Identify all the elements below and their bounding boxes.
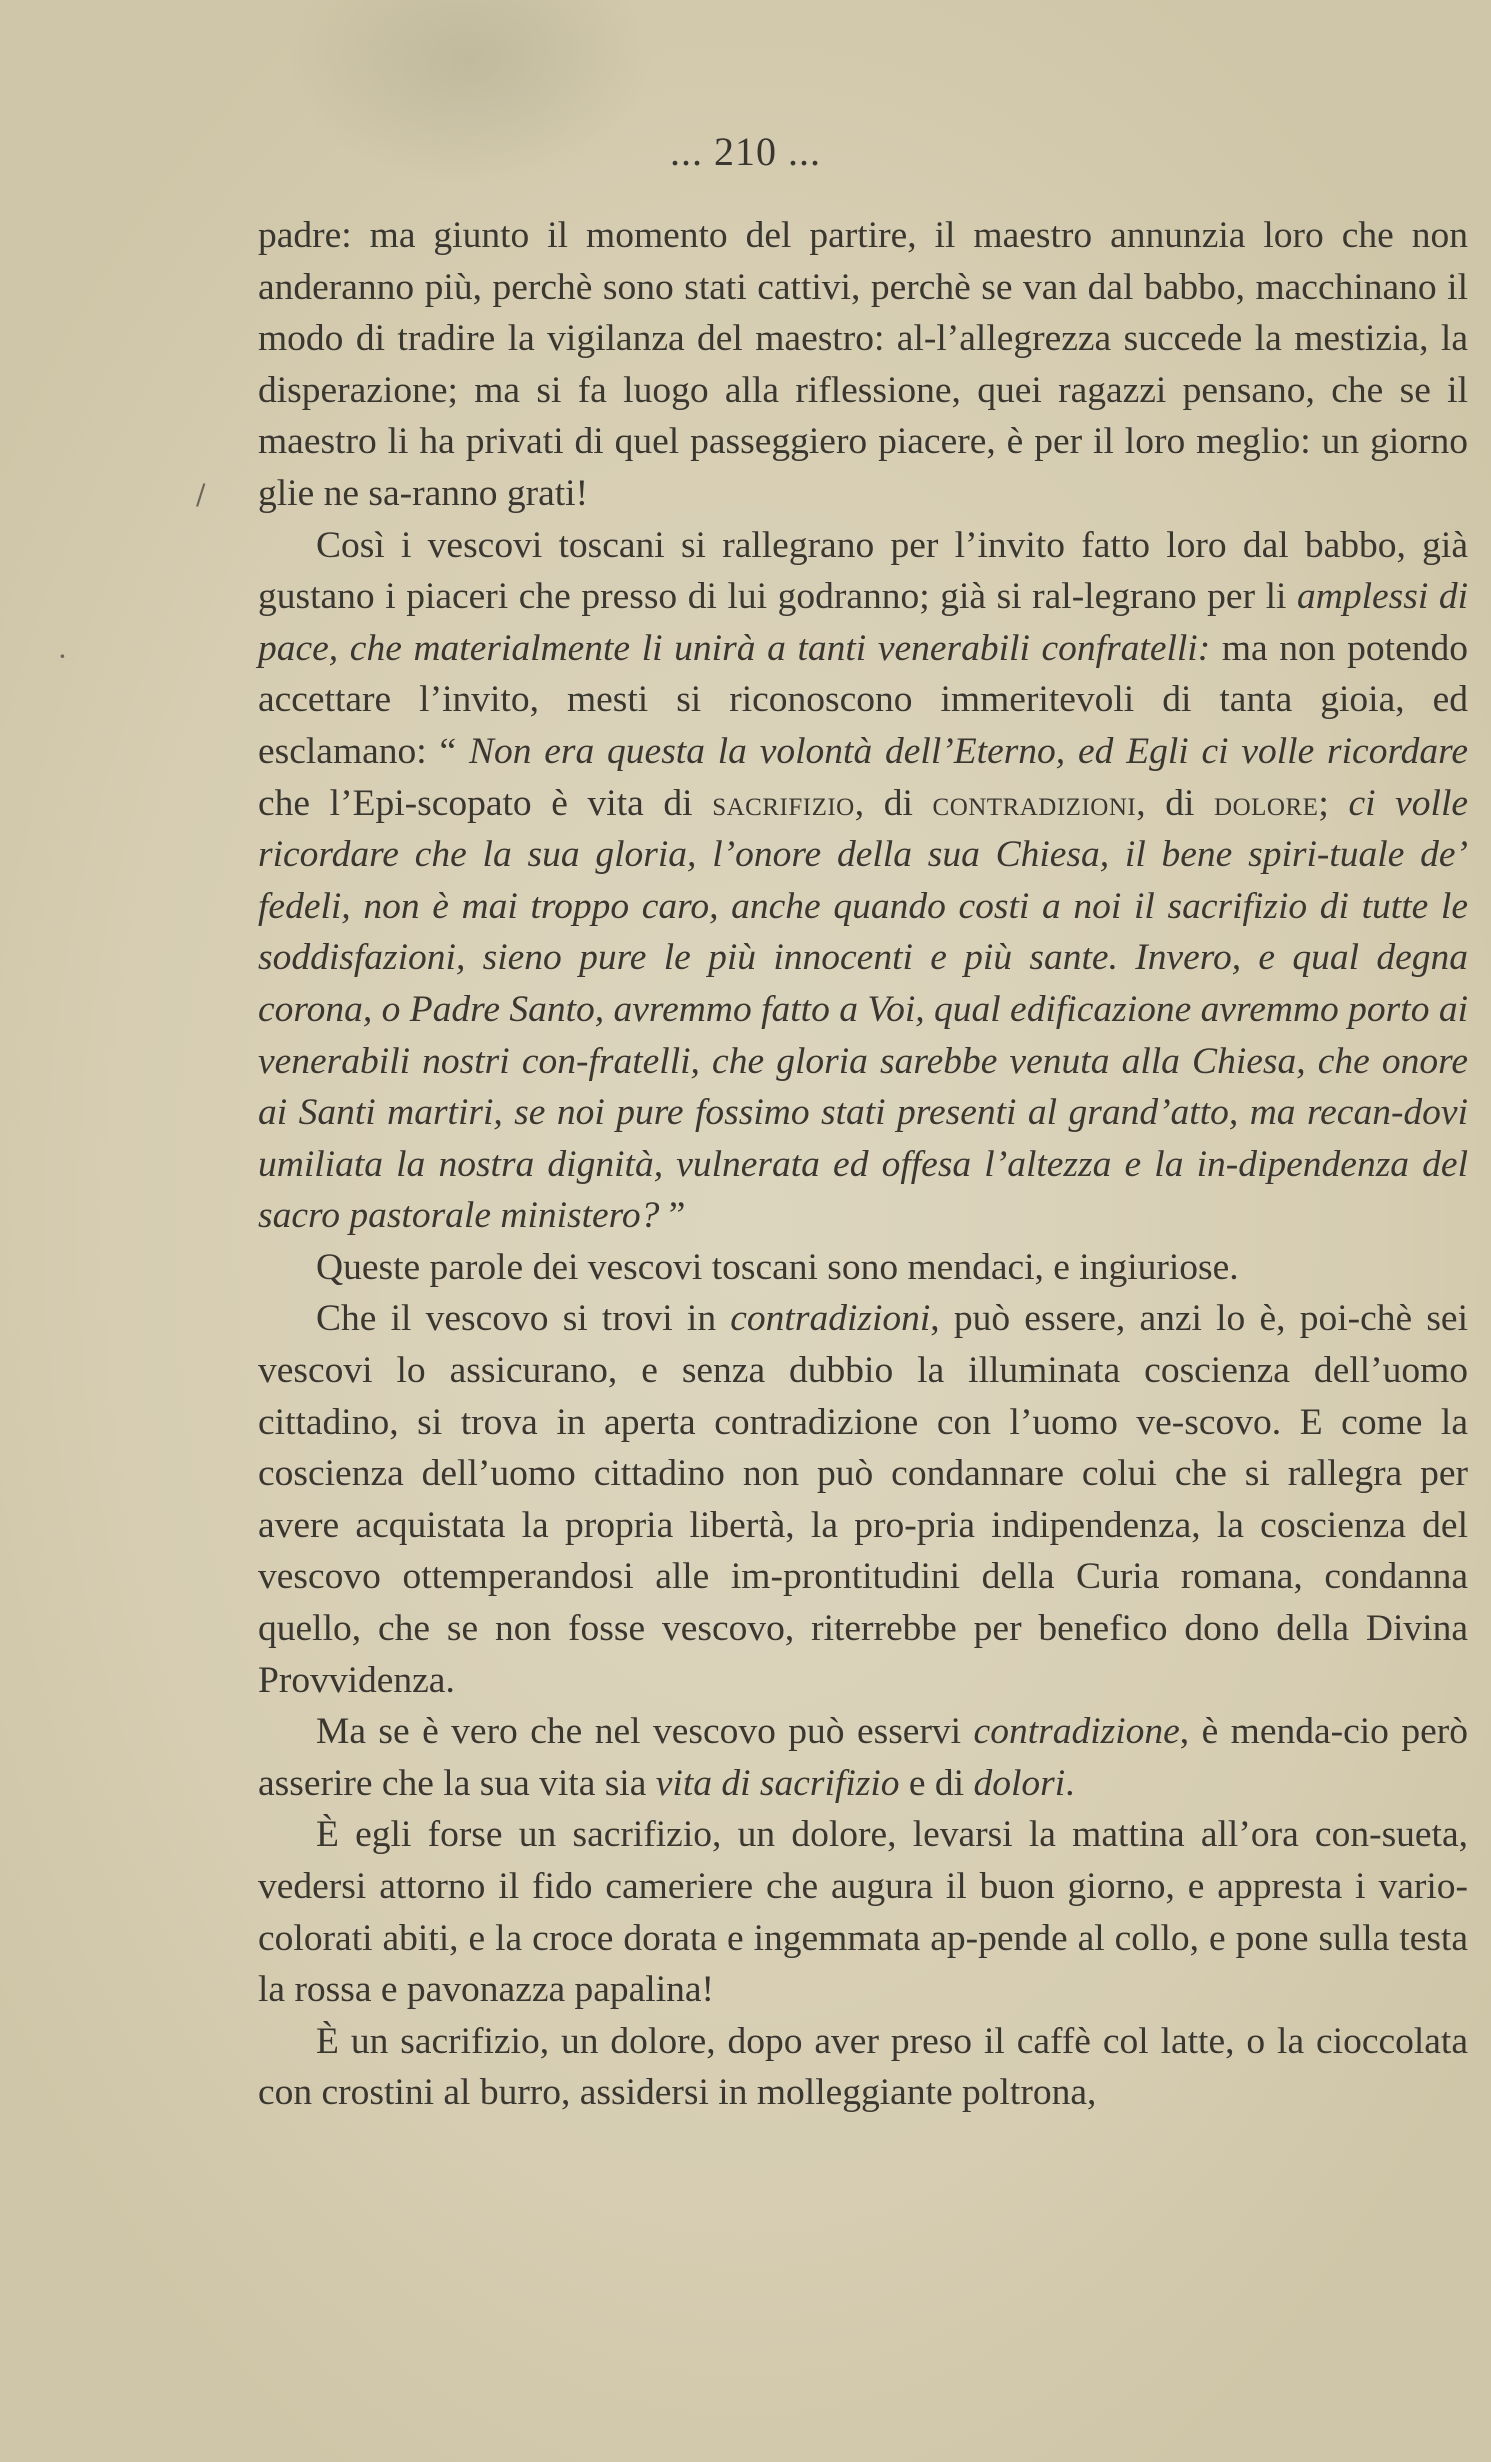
paragraph-1-text: padre: ma giunto il momento del partire, il maestro annunzia loro che non anderanno più, perchè sono stati cattivi, perchè se van dal babbo, macchinano il modo di tradire la vigilanza del maestro: al-l’allegrezza succede la mestizia, la disperazione; ma si fa luogo alla riflessione, quei ragazzi pensano, che se il maestro li ha privati di quel passeggiero piacere, è per il loro meglio: un giorno glie ne sa-ranno grati! — [258, 215, 1468, 514]
paragraph-7 — [258, 2016, 1468, 2119]
p2-smallcaps-j: dolore — [1214, 782, 1319, 823]
p5-text-a: Ma se è vero che nel vescovo può esservi — [316, 1711, 974, 1753]
paragraph-5 — [258, 1706, 1468, 1809]
paragraph-3-text: Queste parole dei vescovi toscani sono mendaci, e ingiuriose. — [316, 1246, 1239, 1288]
paragraph-2 — [258, 520, 1468, 1242]
paragraph-6-text: È egli forse un sacrifizio, un dolore, levarsi la mattina all’ora con-sueta, vedersi attorno il fido cameriere che augura il buon giorno, e appresta i vario-colorati abiti, e la croce dorata e ingemmata ap-pende al collo, e pone sulla testa la rossa e pavonazza papalina! — [258, 1814, 1468, 2011]
p5-italic-b: contradizione — [973, 1711, 1180, 1753]
p5-italic-f: dolori — [973, 1762, 1066, 1804]
p2-text-a: Così i vescovi toscani si rallegrano per l’invito fatto loro dal babbo, già gustano i piaceri che presso di lui godranno; già si ral-legrano per li — [258, 524, 1468, 618]
p2-text-i: , di — [1136, 782, 1215, 824]
p4-text-c: , può essere, anzi lo è, poi-chè sei vescovi lo assicurano, e senza dubbio la illuminata coscienza dell’uomo cittadino, si trova in aperta contradizione con l’uomo ve-scovo. E come la coscienza dell’uomo cittadino non può condannare colui che si rallegra per avere acquistata la propria libertà, la pro-pria indipendenza, la coscienza del vescovo ottemperandosi alle im-prontitudini della Curia romana, condanna quello, che se non fosse vescovo, riterrebbe per benefico dono della Divina Provvidenza. — [258, 1298, 1468, 1701]
p5-text-c: , è menda-cio però asserire che la sua vita sia — [258, 1711, 1468, 1804]
paragraph-7-text: È un sacrifizio, un dolore, dopo aver preso il caffè col latte, o la cioccolata con crostini al burro, assidersi in molleggiante poltrona, — [258, 2020, 1468, 2114]
margin-dot: · — [58, 640, 67, 673]
paragraph-6 — [258, 1809, 1468, 2015]
p2-italic-l: ci volle ricordare che la sua gloria, l’onore della sua Chiesa, il bene spiri-tuale de’ fedeli, non è mai troppo caro, anche quando costi a noi il sacrifizio di tutte le soddisfazioni, sieno pure le più innocenti e più sante. Invero, e qual degna corona, o Padre Santo, avremmo fatto a Voi, qual edificazione avremmo porto ai venerabili nostri con-fratelli, che gloria sarebbe venuta alla Chiesa, che onore ai Santi martiri, se noi pure fossimo stati presenti al grand’atto, ma recan-dovi umiliata la nostra dignità, vulnerata ed offesa l’altezza e la in-dipendenza del sacro pastorale ministero? — [258, 782, 1469, 1237]
p5-text-g: . — [1065, 1762, 1075, 1804]
p2-text-e: che l’Epi-scopato è vita di — [258, 782, 713, 824]
p2-text-g: , di — [854, 782, 933, 824]
p2-smallcaps-h: contradizioni — [932, 782, 1137, 823]
page-number: ... 210 ... — [670, 129, 821, 174]
p2-smallcaps-f: sacrifizio — [712, 782, 855, 823]
p4-text-a: Che il vescovo si trovi in — [316, 1298, 731, 1340]
p2-italic-d: Non era questa la volontà dell’Eterno, ed Egli ci volle ricordare — [468, 730, 1468, 772]
p2-italic-b: amplessi di pace, che materialmente li unirà a tanti venerabili confratelli: — [258, 576, 1469, 669]
body-text — [258, 210, 1468, 2119]
paragraph-4 — [258, 1293, 1468, 1706]
p2-text-m: ” — [659, 1195, 686, 1237]
p2-text-c: ma non potendo accettare l’invito, mesti si riconoscono immeritevoli di tanta gioia, ed esclamano: “ — [258, 627, 1468, 772]
paragraph-3 — [258, 1242, 1468, 1294]
p5-italic-d: vita di sacrifizio — [655, 1762, 900, 1804]
margin-slash: / — [196, 478, 206, 511]
p5-text-e: e di — [899, 1762, 974, 1804]
p2-text-k: ; — [1318, 782, 1349, 824]
paragraph-1 — [258, 210, 1468, 520]
p4-italic-b: contradizioni — [730, 1298, 931, 1340]
